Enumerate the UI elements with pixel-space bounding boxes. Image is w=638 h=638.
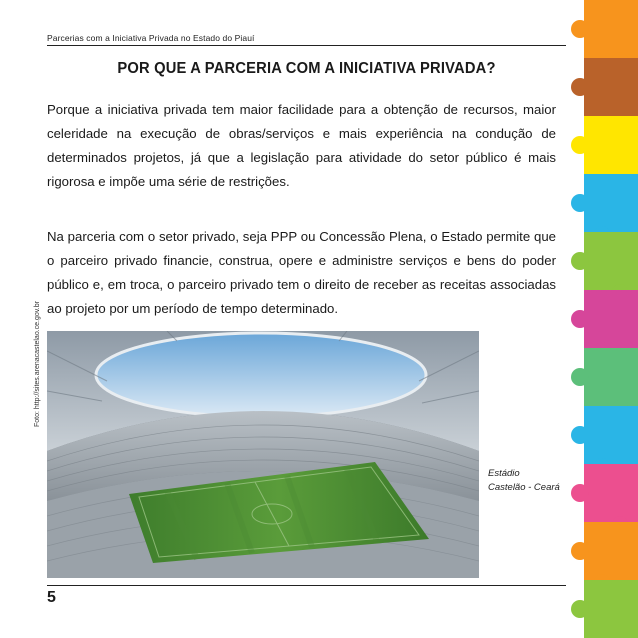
puzzle-piece (571, 174, 638, 242)
puzzle-piece (571, 116, 638, 184)
stadium-illustration (47, 331, 479, 578)
puzzle-piece (571, 232, 638, 300)
puzzle-piece (571, 58, 638, 126)
caption-line-2: Castelão - Ceará (488, 482, 560, 493)
puzzle-piece (571, 464, 638, 532)
header-rule (47, 45, 566, 46)
stadium-photo (47, 331, 479, 578)
caption-line-1: Estádio (488, 468, 520, 479)
puzzle-piece (571, 0, 638, 68)
paragraph-2: Na parceria com o setor privado, seja PPP ou Concessão Plena, o Estado permite que o parceiro privado financie, construa, opere e administre serviços e bens do poder público e, em troca, o parceiro privado tem o direito de receber as receitas associadas ao projeto por um período de tempo determinado. (47, 229, 556, 316)
photo-credit: Foto: http://sites.arenacastelao.ce.gov.br (34, 301, 41, 427)
puzzle-piece (571, 290, 638, 358)
paragraph-1: Porque a iniciativa privada tem maior facilidade para a obtenção de recursos, maior celeridade na execução de obras/serviços e mais experiência na condução de determinados projetos, já que a legislação para atividade do setor público é mais rigorosa e impõe uma série de restrições. (47, 102, 556, 189)
footer-rule (47, 585, 566, 586)
puzzle-piece (571, 348, 638, 416)
puzzle-piece (571, 406, 638, 474)
puzzle-piece (571, 580, 638, 638)
photo-caption (488, 467, 560, 495)
running-header: Parcerias com a Iniciativa Privada no Estado do Piauí (47, 33, 255, 43)
puzzle-piece (571, 522, 638, 590)
page-number: 5 (47, 589, 56, 606)
page-title: POR QUE A PARCERIA COM A INICIATIVA PRIVADA? (117, 60, 496, 77)
puzzle-border-decoration (566, 0, 638, 638)
